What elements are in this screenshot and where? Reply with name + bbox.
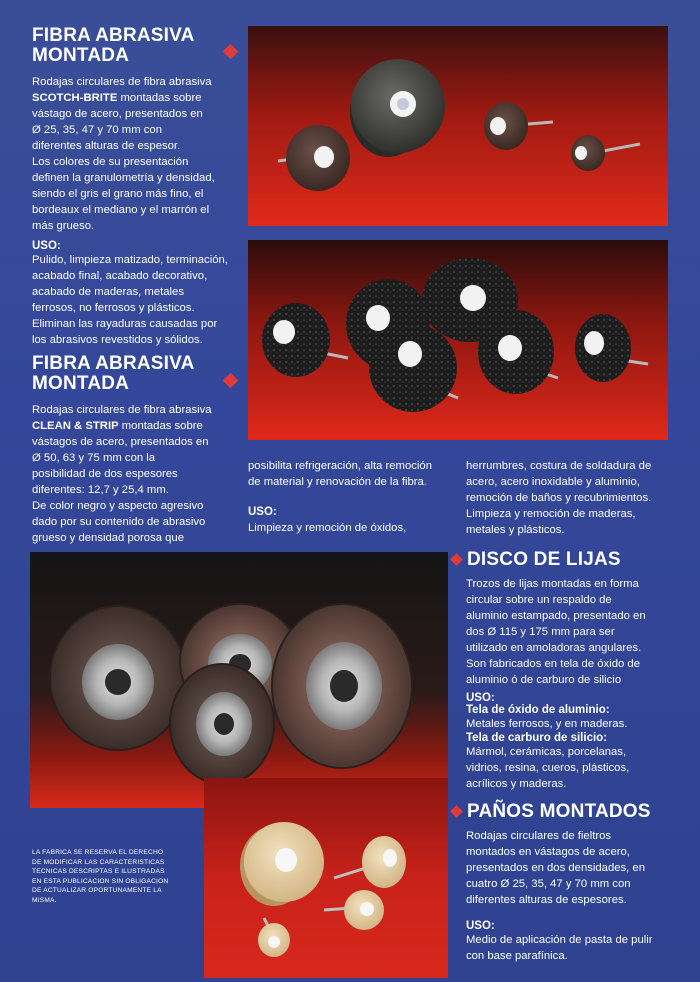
section1-text: [32, 26, 242, 348]
section4-description: Rodajas circulares de fieltros montados en vástagos de acero, presentados en dos densidades, en cuatro Ø 25, 35, 47 y 70 mm con diferentes alturas de espesores.: [466, 830, 646, 906]
section2-column3: herrumbres, costura de soldadura de acero, acero inoxidable y aluminio, remoción de baños y recubrimientos. Limpieza y remoción de maderas, metales y plásticos.: [466, 460, 652, 536]
section3-sub1-label: Tela de óxido de aluminio:: [466, 704, 610, 716]
section4-diamond-bullet: [450, 806, 463, 819]
section1-title: FIBRA ABRASIVA MONTADA: [32, 25, 195, 66]
section1-description: Rodajas circulares de fibra abrasiva SCOTCH-BRITE montadas sobre vástago de acero, presentados en Ø 25, 35, 47 y 70 mm con diferentes alturas de espesor. Los colores de su presentación definen la granulometría y densidad, siendo el gris el grano más fino, el bordeaux el mediano y el marrón el más grueso.: [32, 76, 215, 232]
section2-column2: posibilita refrigeración, alta remoción de material y renovación de la fibra. USO: Limpieza y remoción de óxidos,: [248, 458, 458, 536]
section2-title: FIBRA ABRASIVA MONTADA: [32, 353, 195, 394]
section3-title: DISCO DE LIJAS: [452, 550, 692, 570]
clean-strip-wheels-photo: [248, 240, 668, 440]
section1-uso-label: USO:: [32, 240, 61, 252]
flap-discs-photo: [30, 552, 448, 808]
felt-wheels-photo: [204, 778, 448, 978]
section4-title: PAÑOS MONTADOS: [452, 802, 692, 822]
section3-sub2-text: Mármol, cerámicas, porcelanas, vidrios, resina, cueros, plásticos, acrílicos y maderas.: [466, 746, 630, 790]
section3-uso-label: USO:: [466, 692, 495, 704]
section1-uso-text: Pulido, limpieza matizado, terminación, acabado final, acabado decorativo, acabado de maderas, metales ferrosos, no ferrosos y plásticos. Eliminan las rayaduras causadas por los abrasivos revestidos y sólidos.: [32, 254, 228, 346]
section4-uso-text: Medio de aplicación de pasta de pulir con base parafínica.: [466, 934, 653, 962]
section3-description: Trozos de lijas montadas en forma circular sobre un respaldo de aluminio estampado, presentado en dos Ø 115 y 175 mm para ser utilizado en amoladoras angulares. Son fabricados en tela de óxido de aluminio ó de carburo de silicio: [466, 578, 646, 686]
disclaimer: LA FABRICA SE RESERVA EL DERECHO DE MODIFICAR LAS CARACTERISTICAS TECNICAS DESCRIPTAS E ILUSTRADAS EN ESTA PUBLICACION SIN OBLIGACION DE ACTUALIZAR OPORTUNAMENTE LA MISMA.: [32, 849, 169, 904]
section2-description: Rodajas circulares de fibra abrasiva CLEAN & STRIP montadas sobre vástagos de acero, presentados en Ø 50, 63 y 75 mm con la posibilidad de dos espesores diferentes: 12,7 y 25,4 mm. De color negro y aspecto agresivo dado por su contenido de abrasivo grueso y densidad porosa que: [32, 404, 212, 544]
section2-uso-label: USO:: [248, 506, 277, 518]
scotch-brite-wheels-photo: [248, 26, 668, 226]
section2-text: [32, 354, 242, 546]
section3-sub2-label: Tela de carburo de silicio:: [466, 732, 608, 744]
section3-diamond-bullet: [450, 554, 463, 567]
section3-text: [452, 550, 692, 792]
section4-uso-label: USO:: [466, 920, 495, 932]
section3-sub1-text: Metales ferrosos, y en maderas.: [466, 718, 628, 730]
section2-uso-text: Limpieza y remoción de óxidos,: [248, 522, 407, 534]
section4-text: [452, 802, 692, 964]
